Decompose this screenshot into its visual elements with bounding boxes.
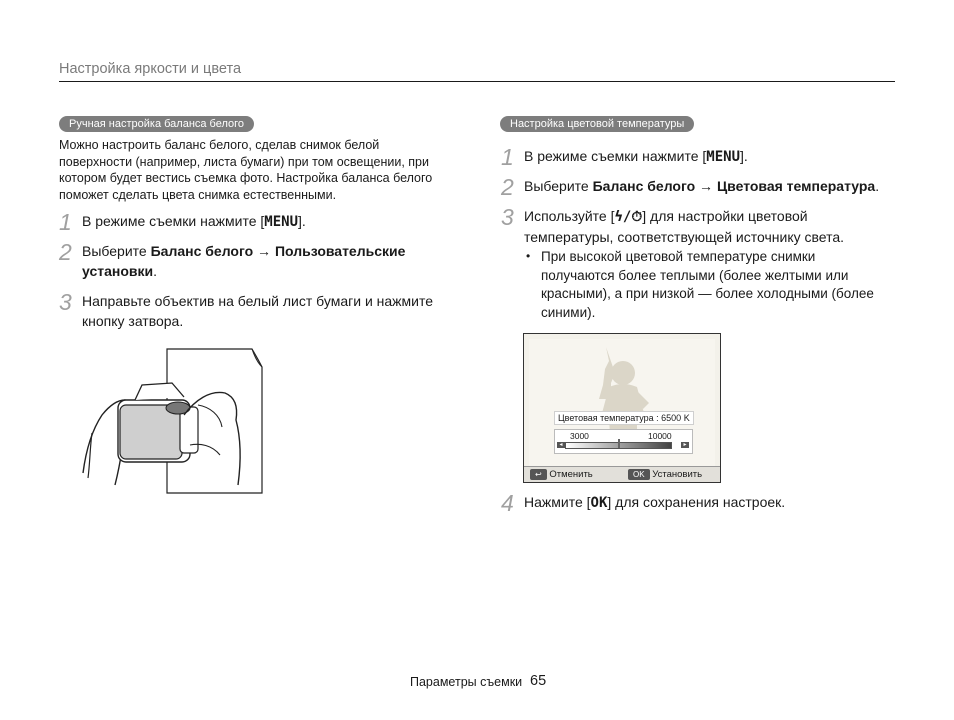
bullet-text: При высокой цветовой температуре снимки получаются более теплыми (более желтыми или красными), а при низкой — более холодными (более синими). [541, 249, 874, 320]
step-number: 1 [501, 144, 514, 170]
section-label-manual-wb: Ручная настройка баланса белого [59, 116, 254, 132]
step-text: В режиме съемки нажмите [MENU]. [524, 148, 748, 165]
step-text: Выберите Баланс белого → Пользовательские установки. [82, 243, 406, 279]
menu-key-icon: MENU [706, 149, 740, 165]
step-text: В режиме съемки нажмите [MENU]. [82, 213, 306, 230]
camera-and-paper-illustration [80, 345, 270, 495]
intro-paragraph: Можно настроить баланс белого, сделав снимок белой поверхности (например, листа бумаги) при том освещении, при котором будет вестись съемка фото. Настройка баланса белого поможет сделать цвета снимка естественными. [59, 138, 433, 202]
color-temp-label: Цветовая температура : 6500 K [554, 411, 694, 425]
page-header-title: Настройка яркости и цвета [59, 61, 242, 77]
step-number: 1 [59, 209, 72, 235]
footer-section-name: Параметры съемки [410, 675, 523, 689]
section-label-color-temp: Настройка цветовой температуры [500, 116, 694, 132]
slider-left-arrow-icon[interactable]: ◂ [557, 442, 565, 448]
back-icon: ↩ [530, 469, 547, 480]
ok-icon: OK [628, 469, 650, 480]
step-number: 3 [59, 289, 72, 315]
color-temp-slider[interactable] [554, 429, 693, 454]
step-number: 2 [59, 239, 72, 265]
step-text: Направьте объектив на белый лист бумаги и нажмите кнопку затвора. [82, 293, 434, 329]
camera-screen-preview [523, 333, 721, 483]
slider-right-arrow-icon[interactable]: ▸ [681, 442, 689, 448]
step-number: 3 [501, 204, 514, 230]
slider-max-label: 10000 [648, 431, 672, 441]
slider-thumb[interactable] [618, 439, 620, 448]
screen-softkey-bar [524, 466, 720, 482]
step-text: Нажмите [OK] для сохранения настроек. [524, 494, 786, 511]
step-text: Выберите Баланс белого → Цветовая температура. [524, 178, 880, 194]
page-number: 65 [530, 673, 547, 689]
ok-key-icon: OK [590, 495, 608, 511]
flash-timer-key-icon: ϟ/⏱ [614, 209, 643, 225]
bullet-icon: • [526, 249, 531, 263]
cancel-softkey[interactable]: ↩ Отменить [530, 467, 593, 482]
slider-min-label: 3000 [570, 431, 589, 441]
header-divider [59, 81, 895, 82]
set-softkey[interactable]: OK Установить [628, 467, 702, 482]
step-text: Используйте [ϟ/⏱] для настройки цветовой температуры, соответствующей источнику света. [524, 208, 845, 245]
step-number: 2 [501, 174, 514, 200]
menu-key-icon: MENU [264, 214, 298, 230]
step-number: 4 [501, 490, 514, 516]
